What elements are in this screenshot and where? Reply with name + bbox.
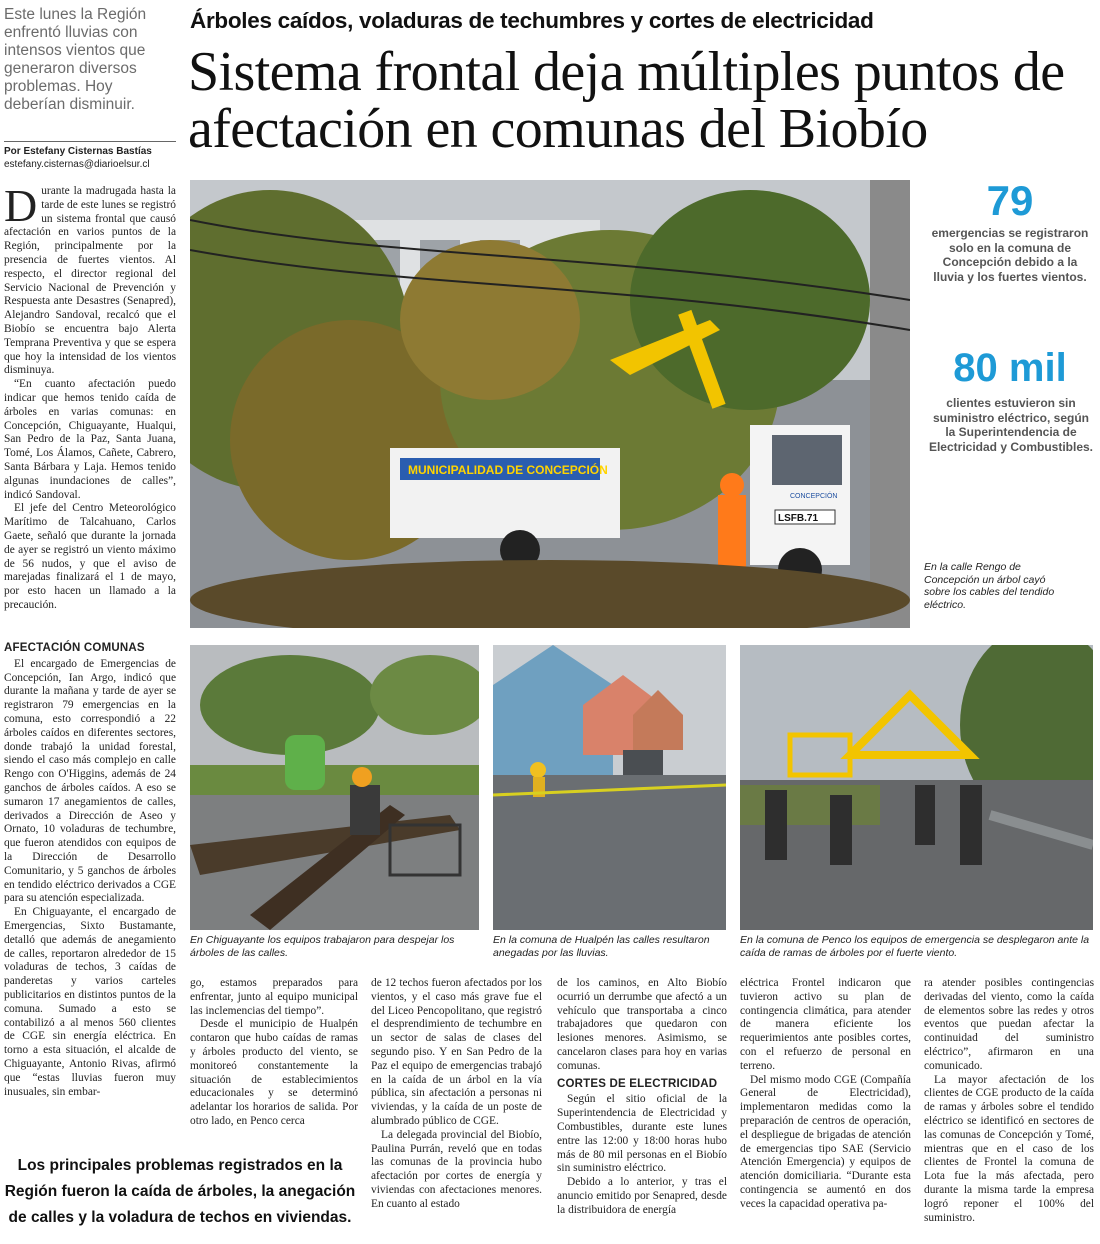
col4-paragraph-1: de los caminos, en Alto Biobío ocurrió un derrumbe que afectó a un vehículo que transportaba a cinco trabajadores que quedaron con lesiones menores. Asimismo, se cancelaron clases para hoy en varias comunas.	[557, 977, 727, 1072]
truck-sign: MUNICIPALIDAD DE CONCEPCIÓN	[408, 463, 608, 477]
article-col6	[924, 977, 1094, 1232]
penco-caption: En la comuna de Penco los equipos de emergencia se desplegaron ante la caída de ramas de árboles por el fuerte viento.	[740, 934, 1090, 959]
stat-80mil-number: 80 mil	[953, 346, 1067, 390]
article-col3	[371, 977, 542, 1232]
subhead-cortes-electricidad: CORTES DE ELECTRICIDAD	[557, 1077, 718, 1090]
main-photo-caption: En la calle Rengo de Concepción un árbol cayó sobre los cables del tendido eléctrico.	[924, 561, 1055, 611]
article-col1-top	[4, 180, 176, 635]
col4-paragraph-3: Debido a lo anterior, y tras el anuncio emitido por Senapred, desde la distribuidora de energía	[557, 1176, 727, 1216]
main-photo-image	[190, 180, 910, 628]
photo-chiguayante	[190, 645, 479, 930]
truck-door-text: CONCEPCIÓN	[790, 493, 838, 500]
kicker-summary: Este lunes la Región enfrentó lluvias con intensos vientos que generaron diversos problemas. Hoy deberían disminuir.	[4, 6, 147, 113]
photo-hualpen	[493, 645, 726, 930]
col3-paragraph-2: La delegada provincial del Biobío, Paulina Purrán, reveló que en todas las comunas de la provincia hubo afectación por cortes de energía y viviendas con afectaciones menores. En cuanto al estado	[371, 1128, 542, 1210]
article-col5	[740, 977, 911, 1232]
truck-plate: LSFB.71	[778, 513, 819, 524]
drop-cap: D	[4, 180, 38, 231]
col1-paragraph-2: “En cuanto afectación puedo indicar que hemos tenido caída de árboles en varias comunas: en Concepción, Chiguayante, Hualqui, San Pedro de la Paz, Santa Juana, Tomé, Los Álamos, Cañete, Cabrero, Santa Bárbara y Laja. Hemos tenido algunas inundaciones de calles”, indicó Sandoval.	[4, 378, 176, 501]
col3-paragraph-1: de 12 techos fueron afectados por los vientos, y el caso más grave fue el del Liceo Pencopolitano, que registró el desprendimiento de techumbre en un sector de salas de clases del segundo piso. Y en San Pedro de la Paz el equipo de emergencias trabajó en la caída de un árbol en la vía pública, sin afectación a personas ni viviendas, y la caída de un poste de alumbrado público de CGE.	[371, 977, 542, 1127]
article-col2	[190, 977, 358, 1137]
stat-79-text: emergencias se registraron solo en la comuna de Concepción debido a la lluvia y los fuertes vientos.	[931, 226, 1089, 284]
photo-hualpen-image	[493, 645, 726, 930]
col1-paragraph-1: urante la madrugada hasta la tarde de este lunes se registró un sistema frontal que causó afectación en varios puntos de la Región, principalmente por la presencia de fuertes vientos. Al respecto, el director regional del Servicio Nacional de Prevención y Respuesta ante Desastres (Senapred), Alejandro Sandoval, recalcó que el Biobío se encuentra bajo Alerta Temprana Preventiva y que se espera que hoy la intensidad de los vientos disminuya.	[4, 185, 176, 377]
article-col1-bottom	[4, 642, 176, 1140]
col1-paragraph-3: El jefe del Centro Meteorológico Marítimo de Talcahuano, Carlos Gaete, señaló que durante la jornada de ayer se registró un viento máximo de 56 nudos, y que el aviso de marejadas finalizará el 1 de mayo, por esto hacen un llamado a la precaución.	[4, 502, 176, 611]
chiguayante-caption: En Chiguayante los equipos trabajaron para despejar los árboles de las calles.	[190, 934, 455, 959]
byline	[4, 141, 176, 171]
photo-penco-image	[740, 645, 1093, 930]
col2-paragraph-1: go, estamos preparados para enfrentar, junto al equipo municipal las inclemencias del tiempo”.	[190, 977, 358, 1017]
byline-author: Por Estefany Cisternas Bastías	[4, 146, 152, 157]
col4-paragraph-2: Según el sitio oficial de la Superintendencia de Electricidad y Combustibles, durante este lunes entre las 12:00 y 18:00 horas hubo más de 80 mil personas en el Biobío sin suministro eléctrico.	[557, 1093, 727, 1175]
photo-penco	[740, 645, 1093, 930]
article-col4	[557, 977, 727, 1232]
subhead-afectacion-comunas: AFECTACIÓN COMUNAS	[4, 642, 145, 654]
col6-paragraph-1: ra atender posibles contingencias derivadas del viento, como la caída de elementos sobre las redes y otros eventos que puedan afectar la continuidad del suministro eléctrico”, afirmaron en una comunicado.	[924, 977, 1094, 1072]
col1-paragraph-4: El encargado de Emergencias de Concepción, Ian Argo, indicó que durante la mañana y tarde de ayer se registraron 79 emergencias en la comuna, esto correspondió a 22 árboles caídos en diferentes sectores, donde trabajó la unidad forestal, siendo el caso más complejo en calle Rengo con O'Higgins, además de 24 ganchos de árboles caídos. A eso se sumaron 17 anegamientos de calles, derivados a Dirección de Aseo y Ornato, 10 voladuras de techumbre, que fueron atendidos con equipos de la Dirección de Desarrollo Comunitario, y 5 ganchos de árboles en tendido eléctrico derivados a CGE para su atención especializada.	[4, 657, 176, 905]
hualpen-caption: En la comuna de Hualpén las calles resultaron anegadas por las lluvias.	[493, 934, 710, 959]
col1-paragraph-5: En Chiguayante, el encargado de Emergencias, Sixto Bustamante, detalló que además de anegamiento de calles, reportaron alrededor de 15 voladuras de techos, 3 caídas de panderetas y varios carteles publicitarios en distintos puntos de la comuna. Sumado a esto se contabilizó a al menos 560 clientes de CGE sin energía eléctrica. En torno a esta situación, el alcalde de Chiguayante, Antonio Rivas, afirmó que “estas lluvias fueron muy inusuales, sin embar-	[4, 906, 176, 1098]
supra-title: Árboles caídos, voladuras de techumbres y cortes de electricidad	[190, 8, 874, 33]
photo-chiguayante-image	[190, 645, 479, 930]
stat-80mil-text: clientes estuvieron sin suministro eléctrico, según la Superintendencia de Electricidad y Combustibles.	[928, 396, 1094, 454]
col6-paragraph-2: La mayor afectación de los clientes de CGE producto de la caída de ramas y árboles sobre el tendido eléctrico se identificó en sectores de las comunas de Concepción y Tomé, mientras que en el caso de los clientes de Frontel la comuna de Lota fue la más afectada, pero durante la misma tarde la empresa logró reponer el 100% del suministro.	[924, 1073, 1094, 1224]
main-photo-rengo-street	[190, 180, 910, 628]
col2-paragraph-2: Desde el municipio de Hualpén contaron que hubo caídas de ramas y árboles producto del viento, se monitoreó constantemente la situación de establecimientos educacionales y se determinó adelantar los horarios de salida. Por otro lado, en Penco cerca	[190, 1018, 358, 1127]
col5-paragraph-1: eléctrica Frontel indicaron que tuvieron activo su plan de contingencia climática, para atender de manera eficiente los requerimientos ante posibles cortes, con el refuerzo de personal en terreno.	[740, 977, 911, 1072]
pull-quote: Los principales problemas registrados en la Región fueron la caída de árboles, la anegación de calles y la voladura de techos en viviendas.	[4, 1157, 356, 1226]
byline-email: estefany.cisternas@diarioelsur.cl	[4, 159, 150, 170]
headline: Sistema frontal deja múltiples puntos de afectación en comunas del Biobío	[188, 41, 1065, 160]
stat-79-number: 79	[986, 177, 1034, 224]
col5-paragraph-2: Del mismo modo CGE (Compañía General de Electricidad), implementaron medidas como la preparación de centros de operación, el despliegue de brigadas de atención de emergencias tipo SAE (Servicio Atención Emergencia) y equipos de atención domiciliaria. “Durante esta contingencia se aumentó en dos veces la capacidad operativa pa-	[740, 1073, 911, 1210]
